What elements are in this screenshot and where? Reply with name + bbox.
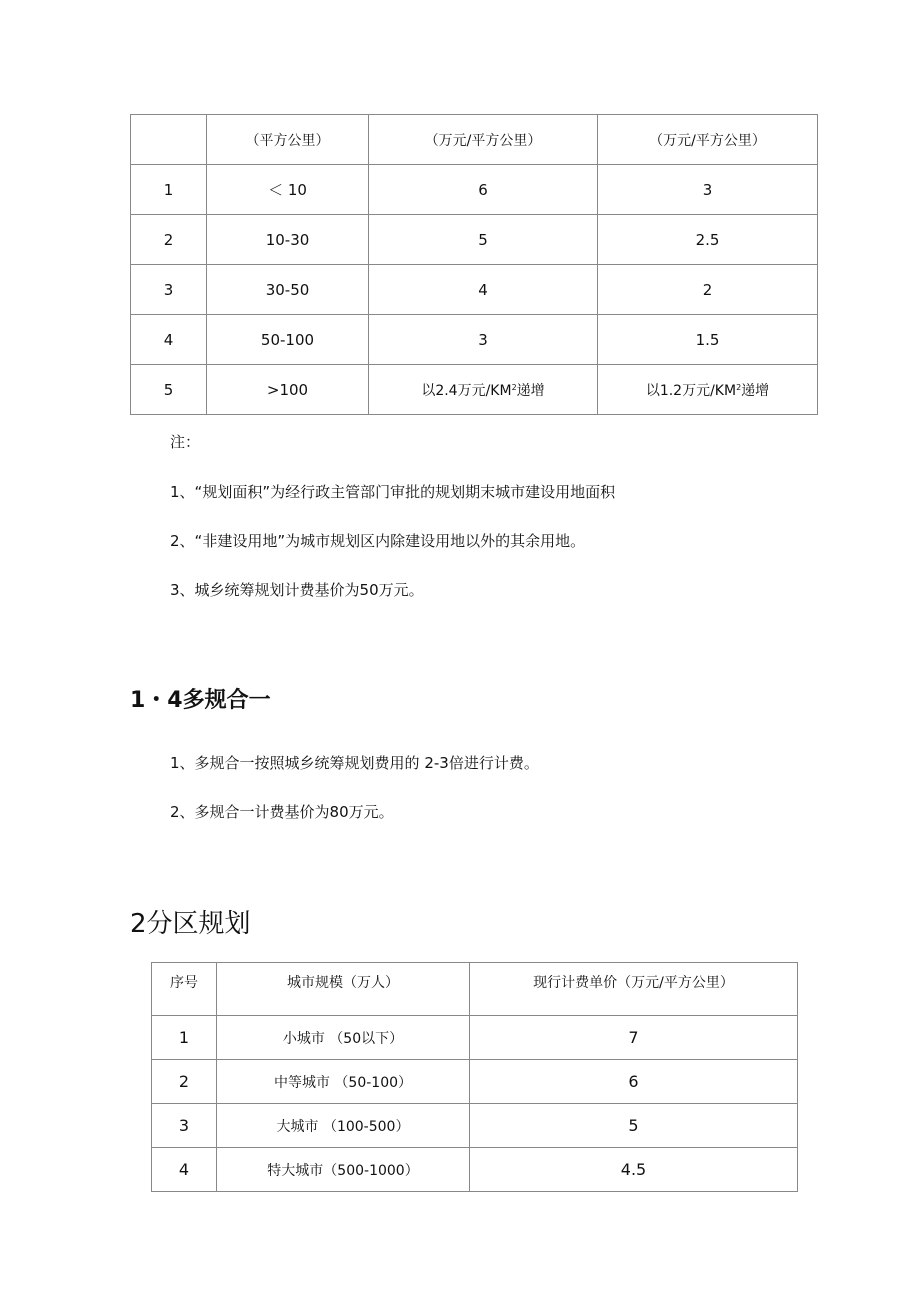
unit-suffix: 递增: [516, 382, 545, 399]
table-cell: 4: [152, 1148, 217, 1192]
unit-text: 以1.2万元/KM: [645, 382, 737, 399]
table-cell: >100: [207, 365, 369, 415]
section-heading-1-4: 1・4多规合一: [130, 688, 271, 713]
notes-label: 注：: [170, 433, 201, 451]
table-cell: 7: [470, 1016, 798, 1060]
table-cell: 2.5: [598, 215, 818, 265]
table-cell: 大城市 （100-500）: [217, 1104, 470, 1148]
table-cell: 4.5: [470, 1148, 798, 1192]
table-cell: [598, 365, 818, 415]
table-cell: 1: [152, 1016, 217, 1060]
table-header-row: [152, 963, 798, 1016]
table-row: [131, 265, 818, 315]
table-row: [131, 165, 818, 215]
table-cell: 2: [598, 265, 818, 315]
note-item: 2、“非建设用地”为城市规划区内除建设用地以外的其余用地。: [170, 532, 586, 550]
table-cell: 5: [369, 215, 598, 265]
planning-area-fee-table: [130, 114, 818, 415]
table-cell: 1.5: [598, 315, 818, 365]
table-cell: 4: [369, 265, 598, 315]
header-cell: [131, 115, 207, 165]
table-cell: 3: [369, 315, 598, 365]
unit-superscript: 2: [736, 382, 742, 392]
table-row: [152, 1016, 798, 1060]
header-cell: （万元/平方公里）: [598, 115, 818, 165]
table-cell: ＜ 10: [207, 165, 369, 215]
table-cell: 小城市 （50以下）: [217, 1016, 470, 1060]
table-cell: 2: [152, 1060, 217, 1104]
header-cell: 序号: [152, 963, 217, 1016]
table-cell: 3: [131, 265, 207, 315]
note-item: 3、城乡统筹规划计费基价为50万元。: [170, 581, 424, 599]
table-cell: 3: [152, 1104, 217, 1148]
header-cell: 现行计费单价（万元/平方公里）: [470, 963, 798, 1016]
unit-text: 以2.4万元/KM: [421, 382, 512, 399]
table-row: [152, 1104, 798, 1148]
header-cell: （万元/平方公里）: [369, 115, 598, 165]
unit-suffix: 递增: [741, 382, 770, 399]
table-cell: 5: [131, 365, 207, 415]
header-cell: （平方公里）: [207, 115, 369, 165]
section-item: 1、多规合一按照城乡统筹规划费用的 2-3倍进行计费。: [170, 754, 539, 772]
district-planning-fee-table: [151, 962, 798, 1192]
table-row: [152, 1148, 798, 1192]
table-header-row: [131, 115, 818, 165]
table-cell: 5: [470, 1104, 798, 1148]
table-cell: 50-100: [207, 315, 369, 365]
table-row: [131, 365, 818, 415]
table-cell: [369, 365, 598, 415]
table-cell: 2: [131, 215, 207, 265]
table-cell: 中等城市 （50-100）: [217, 1060, 470, 1104]
table-cell: 6: [369, 165, 598, 215]
table-cell: 特大城市（500-1000）: [217, 1148, 470, 1192]
note-item: 1、“规划面积”为经行政主管部门审批的规划期末城市建设用地面积: [170, 483, 616, 501]
table-cell: 4: [131, 315, 207, 365]
section-heading-2: 2分区规划: [130, 909, 251, 939]
table-row: [131, 215, 818, 265]
table-cell: 1: [131, 165, 207, 215]
header-cell: 城市规模（万人）: [217, 963, 470, 1016]
table-cell: 30-50: [207, 265, 369, 315]
table-row: [131, 315, 818, 365]
table-cell: 10-30: [207, 215, 369, 265]
table-cell: 6: [470, 1060, 798, 1104]
table-row: [152, 1060, 798, 1104]
unit-superscript: 2: [511, 382, 517, 392]
section-item: 2、多规合一计费基价为80万元。: [170, 803, 394, 821]
table-cell: 3: [598, 165, 818, 215]
